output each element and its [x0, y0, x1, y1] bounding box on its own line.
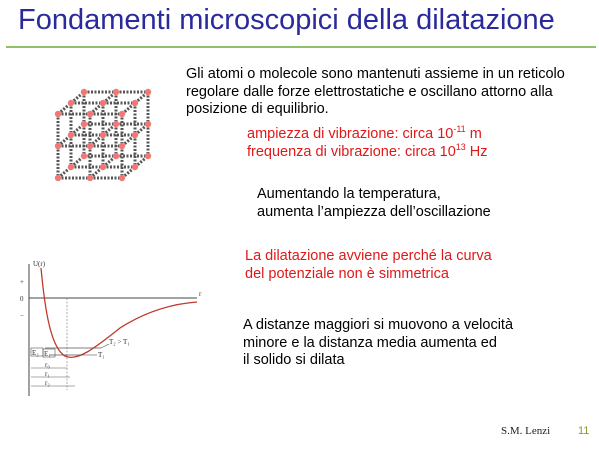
temperature-line-2: aumenta l’ampiezza dell’oscillazione [257, 203, 491, 220]
asymmetry-note [245, 248, 492, 283]
lattice-atom [68, 132, 74, 138]
lattice-atom [55, 111, 61, 117]
lattice-atom [55, 175, 61, 181]
distance-line-2: minore e la distanza media aumenta ed [243, 334, 497, 351]
e1-label: E₁ [44, 350, 51, 358]
lattice-atom [87, 143, 93, 149]
asymmetry-line-2: del potenziale non è simmetrica [245, 265, 449, 282]
lattice-atom [119, 111, 125, 117]
amplitude-line: ampiezza di vibrazione: circa $10^{-11}$ m [247, 124, 482, 142]
lattice-atom [68, 164, 74, 170]
frequency-line: frequenza di vibrazione: circa $10^{13}$ Hz [247, 141, 488, 160]
lattice-atom [119, 175, 125, 181]
footer-author: S.M. Lenzi [501, 425, 551, 437]
lattice-atom [145, 153, 151, 159]
lattice-atom [87, 111, 93, 117]
lattice-atom [100, 100, 106, 106]
lattice-atom [113, 121, 119, 127]
temperature-note [257, 186, 491, 221]
e2-label: E₂ [32, 349, 39, 357]
x-axis-label: r [199, 290, 202, 298]
zero-label: 0 [20, 295, 24, 303]
lattice-atom [145, 121, 151, 127]
r0-label: r₀ [45, 361, 50, 369]
intro-text [186, 66, 591, 119]
crystal-lattice-illustration [40, 76, 180, 208]
intro-line-3: posizione di equilibrio. [186, 101, 329, 117]
lattice-atom [119, 143, 125, 149]
potential-energy-graph [5, 256, 205, 406]
minus-sign: − [20, 312, 24, 320]
lattice-atom [132, 164, 138, 170]
vibration-info [247, 126, 488, 161]
lattice-atom [145, 89, 151, 95]
r2-label: r₂ [45, 379, 50, 387]
intro-line-2: regolare dalle forze elettrostatiche e oscillano attorno alla [186, 83, 553, 100]
lattice-atom [81, 153, 87, 159]
t2-label: T₂ > T₁ [109, 338, 130, 346]
lattice-atom [55, 143, 61, 149]
slide-number: 11 [578, 425, 590, 437]
temperature-line-1: Aumentando la temperatura, [257, 186, 441, 202]
distance-line-1: A distanze maggiori si muovono a velocità [243, 317, 514, 333]
r1-label: r₁ [45, 370, 50, 378]
lattice-atom [87, 175, 93, 181]
lattice-atom [68, 100, 74, 106]
slide-title: Fondamenti microscopici della dilatazione [18, 4, 555, 36]
lattice-atom [100, 164, 106, 170]
lattice-atom [132, 132, 138, 138]
lattice-atom [81, 121, 87, 127]
lattice-atom [132, 100, 138, 106]
distance-line-3: il solido si dilata [243, 352, 345, 368]
lattice-atom [81, 89, 87, 95]
title-underline [6, 46, 596, 48]
lattice-atom [100, 132, 106, 138]
plus-sign: + [20, 278, 24, 286]
asymmetry-line-1: La dilatazione avviene perché la curva [245, 248, 492, 264]
t1-label: T₁ [98, 351, 105, 359]
y-axis-label: U(r) [33, 260, 46, 268]
t2-pointer [101, 344, 109, 348]
intro-line-1: Gli atomi o molecole sono mantenuti assieme in un reticolo [186, 66, 565, 82]
distance-note [243, 317, 513, 370]
lattice-atom [113, 153, 119, 159]
lattice-atom [113, 89, 119, 95]
